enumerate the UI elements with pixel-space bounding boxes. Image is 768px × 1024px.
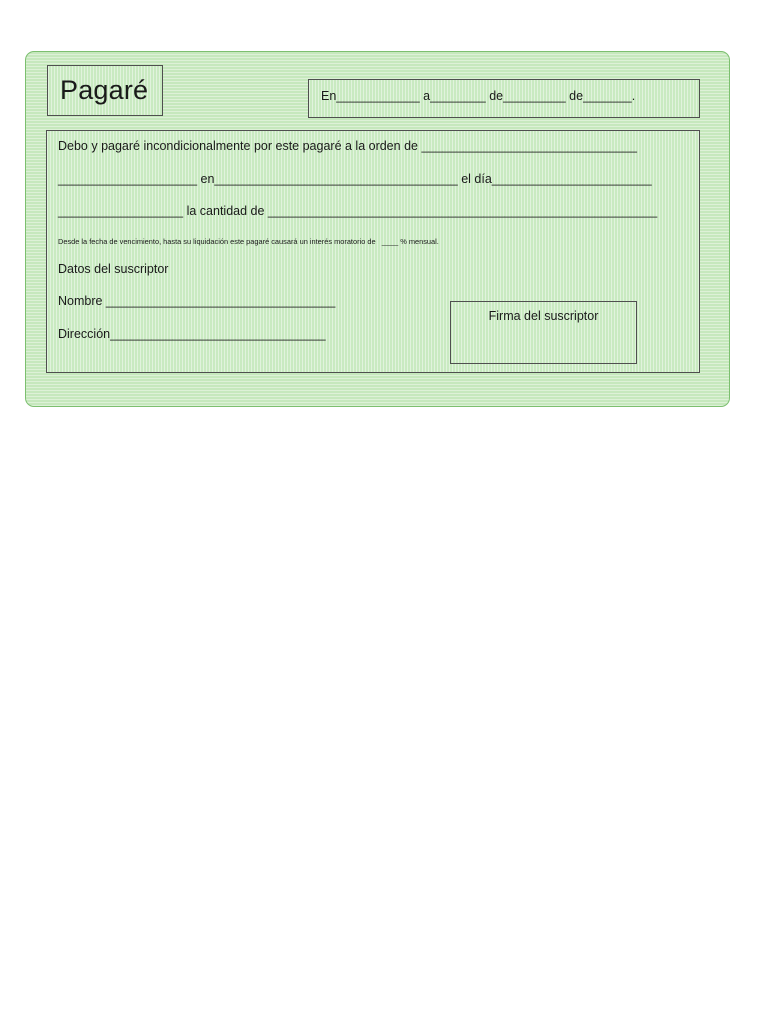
date-box (308, 79, 700, 118)
signature-label: Firma del suscriptor (488, 309, 599, 323)
payee-line: Debo y pagaré incondicionalmente por este pagaré a la orden de _______________________________ (58, 139, 637, 153)
subscriber-heading: Datos del suscriptor (58, 262, 169, 276)
signature-box (450, 301, 637, 364)
document-title: Pagaré (60, 75, 149, 105)
promissory-note (25, 51, 730, 407)
amount-line: __________________ la cantidad de ________________________________________________________ (58, 204, 658, 218)
note-body (46, 130, 700, 373)
title-box (47, 65, 163, 116)
place-date-line: ____________________ en___________________________________ el día_______________________ (58, 172, 652, 186)
date-line: En____________ a________ de_________ de_______. (321, 89, 636, 103)
address-line: Dirección_______________________________ (58, 327, 326, 341)
interest-note: Desde la fecha de vencimiento, hasta su liquidación este pagaré causará un interés moratorio de ____ % mensual. (58, 237, 439, 246)
name-line: Nombre _________________________________ (58, 294, 336, 308)
